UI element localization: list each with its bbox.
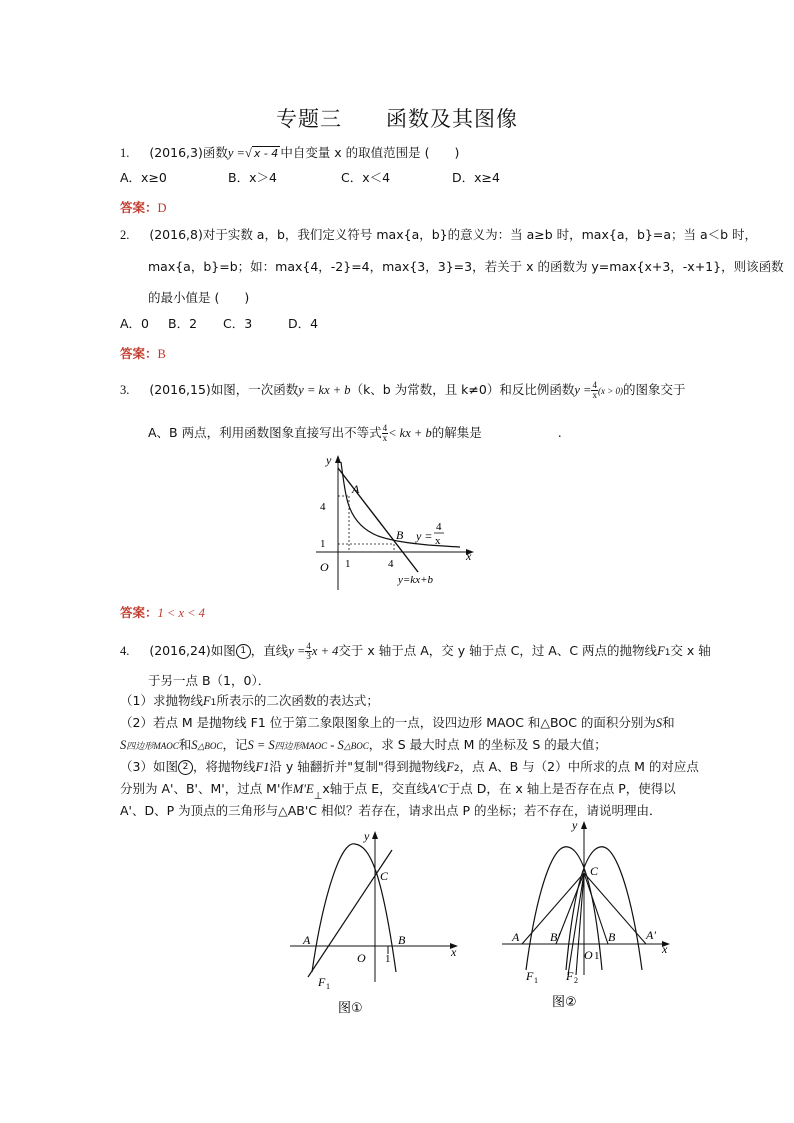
origin-label: O <box>357 951 366 965</box>
question-number: 2. <box>120 228 130 242</box>
answer-label: 答案： <box>120 346 158 361</box>
question-number: 1. <box>120 146 130 160</box>
formula: S = S <box>247 738 275 752</box>
formula: S <box>191 738 198 752</box>
point-b-prime-label: B' <box>550 930 560 944</box>
circled-number: 1 <box>236 644 251 659</box>
formula: x + 4 <box>311 644 339 658</box>
question-1: 1. (2016,3)函数y =√ x - 4 中自变量 x 的取值范围是 ( ) <box>120 145 460 160</box>
figure-caption: 图② <box>552 995 577 1010</box>
question-text: ，求 S 最大时点 M 的坐标及 S 的最大值； <box>368 737 607 752</box>
axis-y-label: y <box>326 453 332 467</box>
formula-subscript: 四边形MAOC <box>126 741 179 751</box>
circled-number: 2 <box>178 760 193 775</box>
formula: y = <box>574 383 592 397</box>
question-text: x轴于点 E，交直线 <box>322 781 430 796</box>
option-b: B．2 <box>168 316 198 331</box>
formula: y = <box>227 146 245 160</box>
formula: F1 <box>255 760 270 774</box>
question-text: 于另一点 B（1，0）． <box>148 673 271 688</box>
formula-subscript: 1 <box>664 648 671 658</box>
question-4 <box>120 641 711 661</box>
point-a-label: A <box>303 933 311 947</box>
question-text: 的最小值是 ( ) <box>148 290 250 305</box>
point-c-label: C <box>380 869 389 883</box>
formula-subscript: 1 <box>210 698 217 708</box>
tick-1: 1 <box>385 953 391 965</box>
question-text: ，记 <box>222 737 248 752</box>
curve-f1-subscript: 1 <box>534 976 538 985</box>
answer <box>120 344 166 362</box>
answer-value: 1 < x < 4 <box>157 606 205 620</box>
answer <box>120 198 167 216</box>
tick-y1: 1 <box>320 538 326 550</box>
perpendicular-symbol: ⊥ <box>313 791 323 802</box>
line-extra-2 <box>576 873 584 975</box>
curve-f1-subscript: 1 <box>326 982 330 991</box>
option-d: D．4 <box>288 316 319 331</box>
curve-f1-label: F <box>318 975 326 989</box>
question-text: ，点 A、B 与（2）中所求的点 M 的对应点 <box>459 759 699 774</box>
formula: < kx + b <box>388 426 432 440</box>
q4-figure-2 <box>500 815 680 1015</box>
point-a-prime-label: A' <box>646 928 656 942</box>
q3-figure <box>308 450 478 592</box>
formula-sqrt: x - 4 <box>253 147 279 160</box>
formula: - S <box>327 738 344 752</box>
question-text: 沿 y 轴翻折并"复制"得到抛物线 <box>269 759 447 774</box>
curve-label: y = <box>416 529 433 543</box>
formula: (x > 0) <box>597 386 624 396</box>
question-text-line2 <box>148 423 562 443</box>
point-a-label: A <box>512 930 520 944</box>
curve-f1-label: F <box>526 969 534 983</box>
question-text: （1）求抛物线 <box>120 693 203 708</box>
point-a-label: A <box>352 482 360 496</box>
question-text: (2016,3)函数 <box>149 145 228 160</box>
question-text: （k、b 为常数，且 k≠0）和反比例函数 <box>350 382 575 397</box>
question-text: ，将抛物线 <box>192 759 256 774</box>
axis-x-label: x <box>662 942 668 956</box>
question-text: A、B 两点，利用函数图象直接写出不等式 <box>148 425 382 440</box>
fraction: $\frac{4}{x}$ <box>382 423 388 443</box>
answer-label: 答案： <box>120 605 158 620</box>
option-b: B．x＞4 <box>228 170 277 185</box>
axis-y-label: y <box>364 829 370 843</box>
y-axis-arrow <box>581 821 587 829</box>
curve-f2-label: F <box>566 969 574 983</box>
answer-value: B <box>157 347 166 361</box>
fraction: $\frac{4}{x}$ <box>592 380 597 400</box>
formula: F <box>202 694 211 708</box>
figure-caption: 图① <box>338 1001 363 1016</box>
tick-y4: 4 <box>320 501 326 513</box>
question-text: 交于 x 轴于点 A，交 y 轴于点 C，过 A、C 两点的抛物线 <box>338 643 658 658</box>
question-text: 的图象交于 <box>623 382 686 397</box>
question-text: (2016,15)如图，一次函数 <box>149 382 299 397</box>
option-c: C．x＜4 <box>341 170 391 185</box>
curve-label-denominator: x <box>435 535 441 547</box>
page-title: 专题三 函数及其图像 <box>276 107 518 131</box>
answer-label: 答案： <box>120 200 158 215</box>
question-text: （3）如图 <box>120 759 178 774</box>
formula: S <box>655 716 663 730</box>
part-3-line3: A'、D、P 为顶点的三角形与△AB'C 相似？若存在，请求出点 P 的坐标；若不存在，请说明理由． <box>120 803 662 818</box>
formula-subscript: 2 <box>453 764 460 774</box>
formula: y = kx + b <box>298 383 351 397</box>
question-number: 3. <box>120 383 130 397</box>
formula: S <box>120 738 127 752</box>
line-label: y=kx+b <box>398 574 433 586</box>
question-text: 分别为 A'、B'、M'，过点 M'作 <box>120 781 293 796</box>
q4-figure-1 <box>288 822 478 1018</box>
question-3 <box>120 380 686 400</box>
line-bc <box>584 873 608 944</box>
origin-label: O <box>584 948 593 962</box>
question-text: 中自变量 x 的取值范围是 ( ) <box>280 145 460 160</box>
question-text: ，直线 <box>250 643 289 658</box>
question-text: 交 x 轴 <box>670 643 711 658</box>
question-number: 4. <box>120 644 130 658</box>
answer <box>120 603 205 621</box>
option-a: A．0 <box>120 316 150 331</box>
question-text: 所表示的二次函数的表达式； <box>216 693 379 708</box>
y-axis-arrow <box>335 455 341 463</box>
origin-label: O <box>320 560 329 574</box>
point-c-label: C <box>590 864 599 878</box>
axis-y-label: y <box>572 818 578 832</box>
formula: F <box>446 760 454 774</box>
formula: M'E <box>292 782 314 796</box>
curve-f2-subscript: 2 <box>574 976 578 985</box>
formula: F <box>657 644 665 658</box>
option-d: D．x≥4 <box>452 170 500 185</box>
question-2 <box>120 225 757 243</box>
fraction: $\frac{4}{3}$ <box>306 641 311 661</box>
axis-x-label: x <box>451 945 457 959</box>
tick-1: 1 <box>594 950 600 962</box>
question-text: (2016,24)如图 <box>149 643 236 658</box>
formula-subscript: △BOC <box>343 741 369 751</box>
question-text: (2016,8)对于实数 a，b，我们定义符号 max{a，b}的意义为：当 a≥b 时，max{a，b}=a；当 a＜b 时， <box>149 227 758 242</box>
option-a: A．x≥0 <box>120 170 167 185</box>
formula-subscript: △BOC <box>197 741 223 751</box>
question-text: 和 <box>662 715 675 730</box>
formula: y = <box>288 644 306 658</box>
part-3-line1 <box>120 757 699 775</box>
question-text: 于点 D，在 x 轴上是否存在点 P，使得以 <box>447 781 676 796</box>
point-b-label: B <box>608 930 616 944</box>
point-b-label: B <box>396 528 404 542</box>
question-text: 和 <box>178 737 192 752</box>
question-text: max{a，b}=b；如：max{4，-2}=4，max{3，3}=3，若关于 x 的函数为 y=max{x+3，-x+1}，则该函数 <box>148 259 784 274</box>
axis-x-label: x <box>466 549 472 563</box>
question-text: （2）若点 M 是抛物线 F1 位于第二象限图象上的一点，设四边形 MAOC 和△BOC 的面积分别为 <box>120 715 656 730</box>
formula: A'C <box>429 782 448 796</box>
part-3-line2 <box>120 779 676 802</box>
linear-function-line <box>338 468 418 572</box>
part-1 <box>120 691 379 709</box>
tick-x1: 1 <box>345 558 351 570</box>
part-2-line2 <box>120 735 607 753</box>
part-2-line1 <box>120 713 675 731</box>
question-text: 的解集是 <box>431 425 482 440</box>
answer-value: D <box>157 201 167 215</box>
point-b-label: B <box>398 933 406 947</box>
y-axis-arrow <box>372 831 378 839</box>
option-c: C．3 <box>223 316 253 331</box>
formula-subscript: 四边形MAOC <box>274 741 328 751</box>
curve-label-numerator: 4 <box>436 521 442 533</box>
tick-x4: 4 <box>388 558 394 570</box>
question-text: . <box>557 425 562 440</box>
